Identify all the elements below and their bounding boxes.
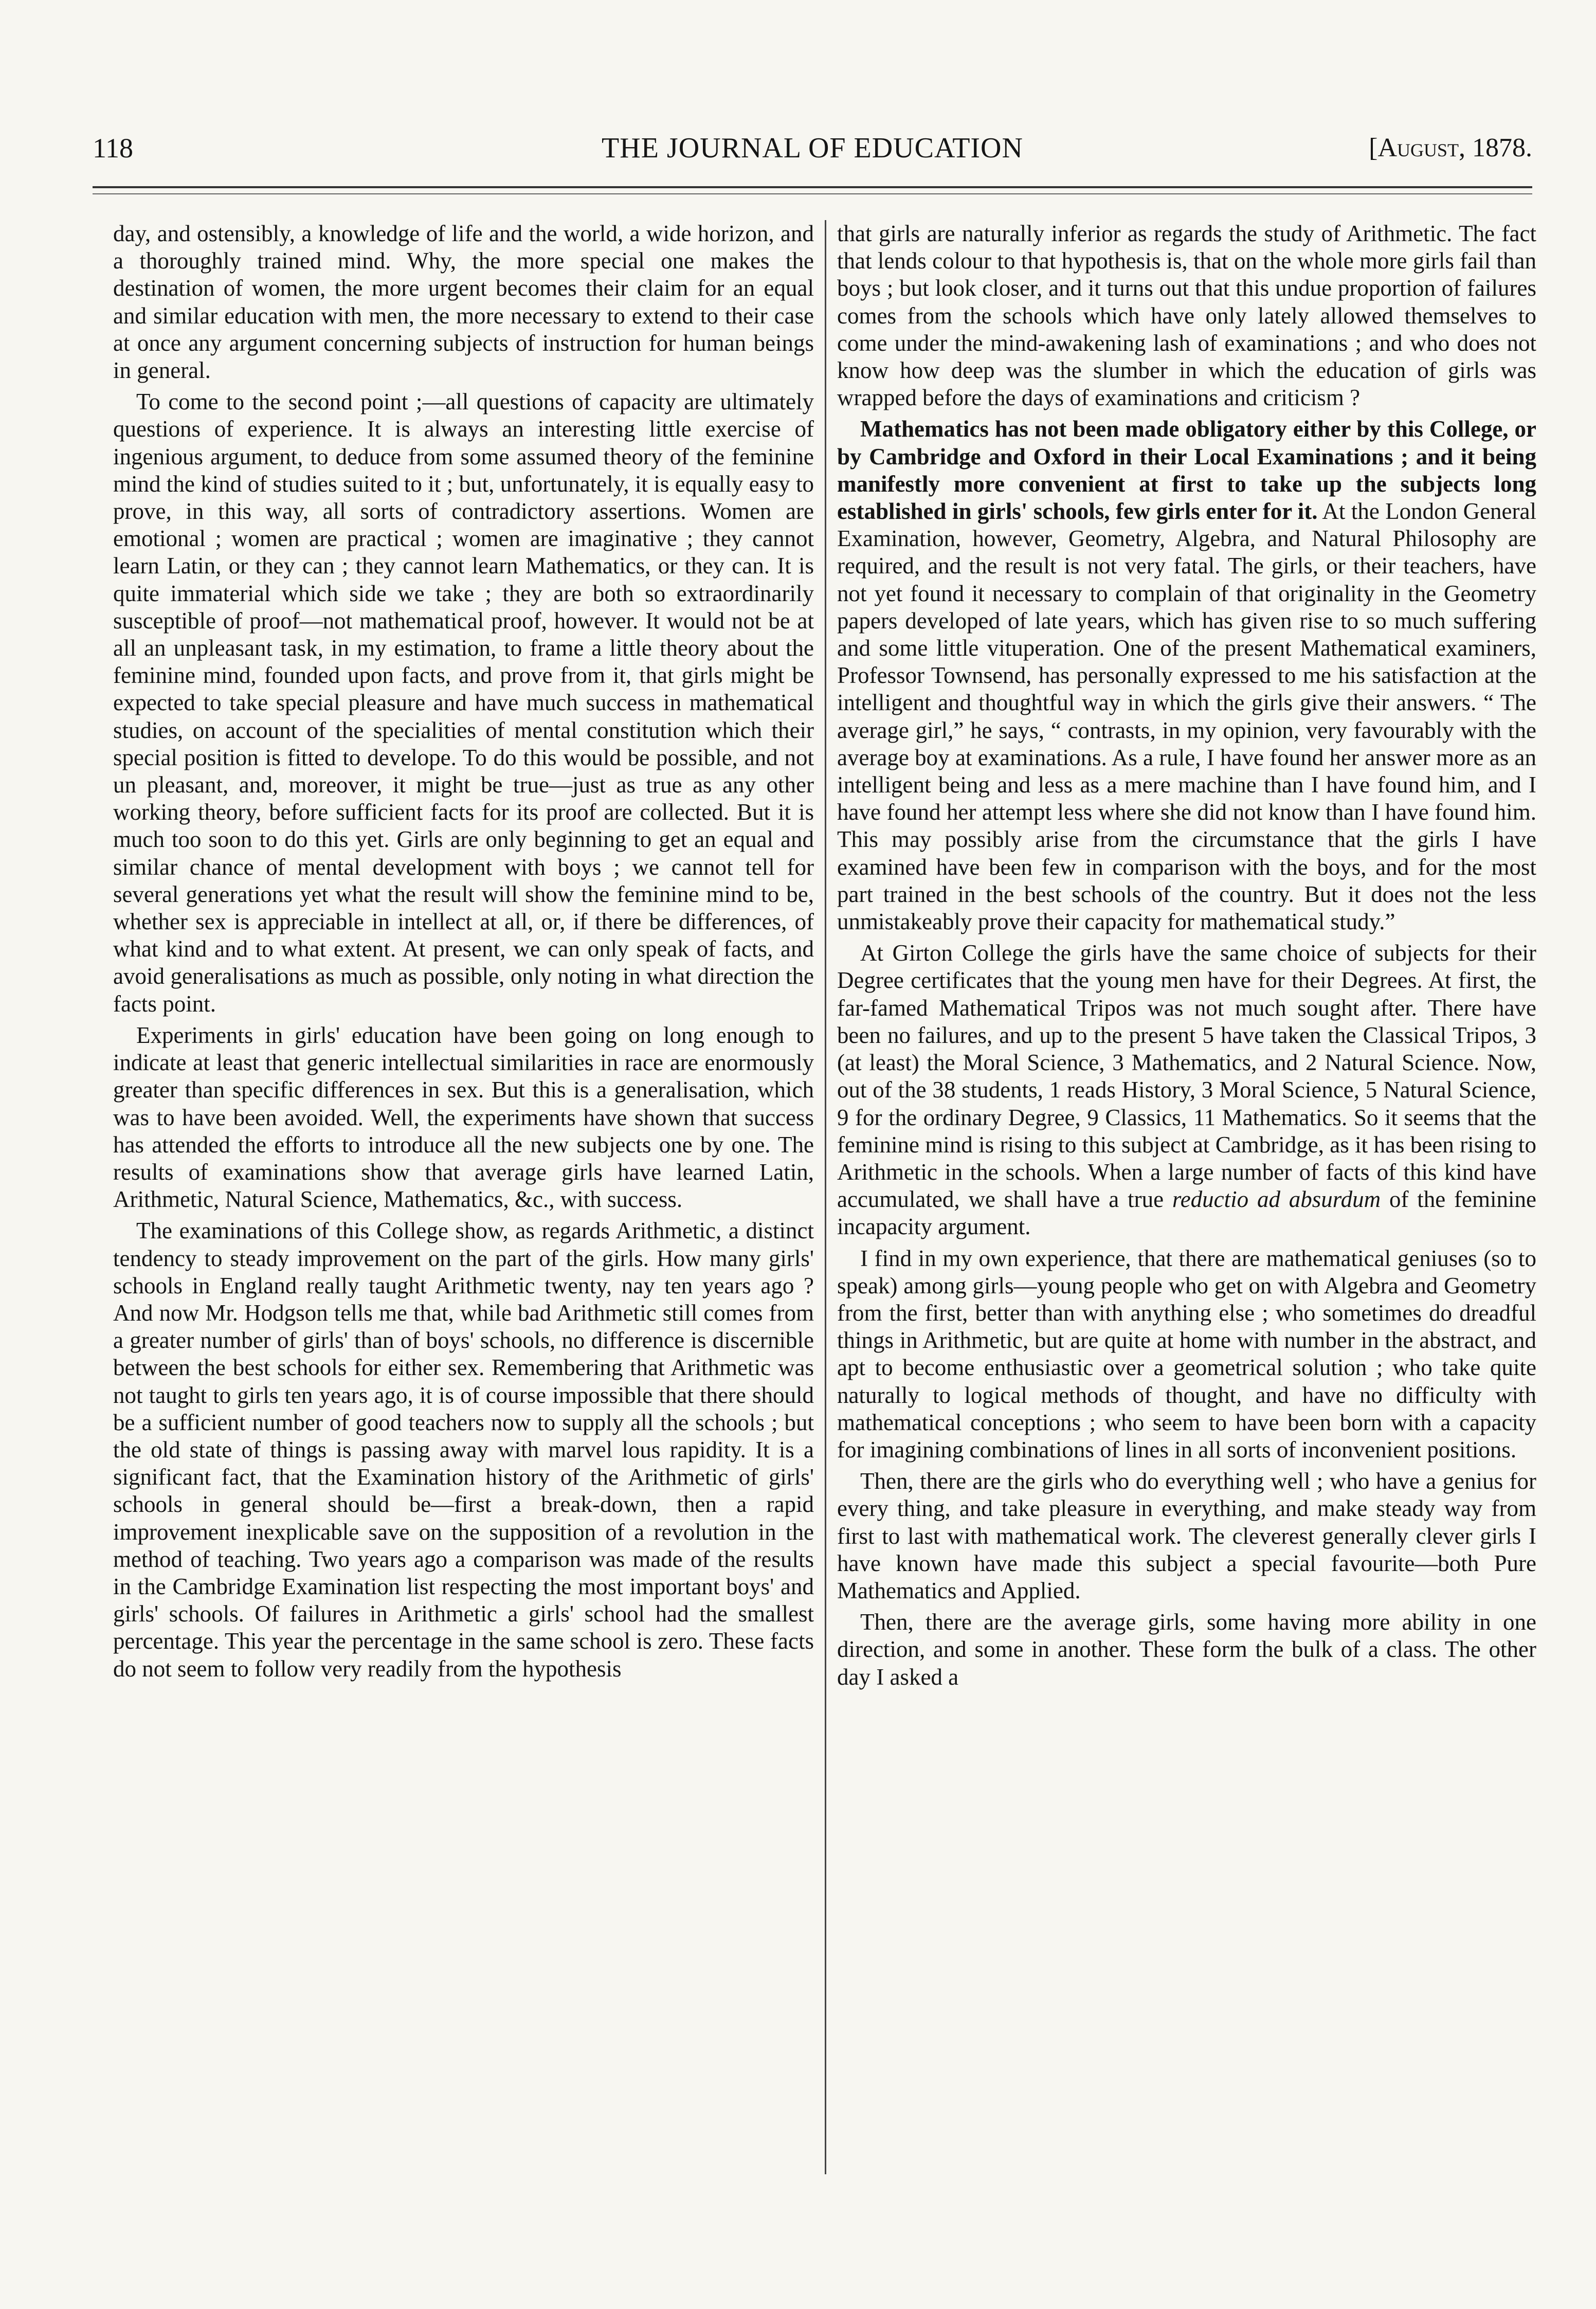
page-header	[93, 128, 1532, 169]
header-rule	[93, 186, 1532, 188]
paragraph: that girls are naturally inferior as regards the study of Arithmetic. The fact that lends colour to that hypothesis is, that on the whole more girls fail than boys ; but look closer, and it turns out that this undue proportion of failures comes from the schools which have only lately allowed themselves to come under the mind-awakening lash of examinations ; and who does not know how deep was the slumber in which the education of girls was wrapped before the days of examinations and criticism ?	[837, 221, 1536, 411]
paragraph: To come to the second point ;—all questions of capacity are ultimately questions of experience. It is always an interesting little exercise of ingenious argument, to deduce from some assumed theory of the feminine mind the kind of studies suited to it ; but, unfortunately, it is equally easy to prove, in this way, all sorts of contradictory assertions. Women are emotional ; women are practical ; women are imaginative ; they cannot learn Latin, or they can ; they cannot learn Mathematics, or they can. It is quite immaterial which side we take ; they are both so extraordinarily susceptible of proof—not mathematical proof, however. It would not be at all an unpleasant task, in my estimation, to frame a little theory about the feminine mind, founded upon facts, and prove from it, that girls might be expected to take special pleasure and have much success in mathematical studies, on account of the specialities of mental constitution which their special position is fitted to develope. To do this would be possible, and not un pleasant, and, moreover, it might be true—just as true as any other working theory, before sufficient facts for its proof are collected. But it is much too soon to do this yet. Girls are only beginning to get an equal and similar chance of mental development with boys ; we cannot tell for several generations yet what the result will show the feminine mind to be, whether sex is appreciable in intellect at all, or, if there be differences, of what kind and to what extent. At present, we can only speak of facts, and avoid generalisations as much as possible, only noting in what direction the facts point.	[113, 389, 814, 1017]
paragraph-text: At Girton College the girls have the same choice of subjects for their Degree certificates that the young men have for their Degrees. At first, the far-famed Mathematical Tripos was not much sought after. There have been no failures, and up to the present 5 have taken the Classical Tripos, 3 (at least) the Moral Science, 3 Mathematics, and 2 Natural Science. Now, out of the 38 students, 1 reads History, 3 Moral Science, 5 Natural Science, 9 for the ordinary Degree, 9 Classics, 11 Mathematics. So it seems that the feminine mind is rising to this subject at Cambridge, as it has been rising to Arithmetic in the schools. When a large number of facts of this kind have accumulated, we shall have a true	[837, 940, 1536, 1213]
header-rule-thin	[93, 193, 1532, 194]
italic-phrase: reductio ad absurdum	[1172, 1186, 1381, 1213]
right-column	[837, 220, 1536, 2179]
paragraph: Then, there are the girls who do everything well ; who have a genius for every thing, and take pleasure in everything, and make steady way from first to last with mathematical work. The cleverest generally clever girls I have known have made this subject a special favourite—both Pure Mathematics and Applied.	[837, 1468, 1536, 1603]
paragraph: Then, there are the average girls, some having more ability in one direction, and some in another. These form the bulk of a class. The other day I asked a	[837, 1609, 1536, 1690]
column-divider	[825, 220, 826, 2174]
paragraph-text: At the London General Examination, however, Geometry, Algebra, and Natural Philosophy are required, and the result is not very fatal. The girls, or their teachers, have not yet found it necessary to complain of that originality in the Geometry papers developed of late years, which has given rise to so much suffering and some little vituperation. One of the present Mathematical examiners, Professor Townsend, has personally expressed to me his satisfaction at the intelligent and thoughtful way in which the girls give their answers. “ The average girl,” he says, “ contrasts, in my opinion, very favourably with the average boy at examinations. As a rule, I have found her answer more as an intelligent being and less as a mere machine than I have found him, and I have found her attempt less where she did not know than I have found him. This may possibly arise from the circumstance that the girls I have examined have been few in comparison with the boys, and for the most part trained in the best schools of the country. But it does not the less unmistakeably prove their capacity for mathematical study.”	[837, 498, 1536, 935]
paragraph	[837, 940, 1536, 1240]
paragraph-text: of the feminine incapacity argument.	[837, 1186, 1536, 1240]
paragraph: I find in my own experience, that there are mathematical geniuses (so to speak) among girls—young people who get on with Algebra and Geometry from the first, better than with anything else ; who sometimes do dreadful things in Arithmetic, but are quite at home with number in the abstract, and apt to become enthusiastic over a geometrical solution ; who take quite naturally to logical methods of thought, and have no difficulty with mathematical conceptions ; who seem to have been born with a capacity for imagining combinations of lines in all sorts of inconvenient positions.	[837, 1245, 1536, 1463]
paragraph: Experiments in girls' education have been going on long enough to indicate at least that generic intellectual similarities in race are enormously greater than specific differences in sex. But this is a generalisation, which was to have been avoided. Well, the experiments have shown that success has attended the efforts to introduce all the new subjects one by one. The results of examinations show that average girls have learned Latin, Arithmetic, Natural Science, Mathematics, &c., with success.	[113, 1022, 814, 1213]
paragraph: The examinations of this College show, as regards Arithmetic, a distinct tendency to steady improvement on the part of the girls. How many girls' schools in England really taught Arithmetic twenty, nay ten years ago ? And now Mr. Hodgson tells me that, while bad Arithmetic still comes from a greater number of girls' than of boys' schools, no difference is discernible between the best schools for either sex. Remembering that Arithmetic was not taught to girls ten years ago, it is of course impossible that there should be a sufficient number of good teachers now to supply all the schools ; but the old state of things is passing away with marvel lous rapidity. It is a significant fact, that the Examination history of the Arithmetic of girls' schools in general should be—first a break-down, then a rapid improvement inexplicable save on the supposition of a revolution in the method of teaching. Two years ago a comparison was made of the results in the Cambridge Examination list respecting the most important boys' and girls' schools. Of failures in Arithmetic a girls' school had the smallest percentage. This year the percentage in the same school is zero. These facts do not seem to follow very readily from the hypothesis	[113, 1218, 814, 1682]
page-number: 118	[93, 133, 133, 164]
paragraph	[837, 416, 1536, 935]
left-column	[113, 220, 814, 2179]
bold-text: Mathematics has not been made obligatory either by this College, or by Cambridge and Oxford in their Local Examinations ; and it being manifestly more convenient at first to take up the subjects long established in girls' schools, few girls enter for it.	[837, 416, 1536, 525]
paragraph: day, and ostensibly, a knowledge of life and the world, a wide horizon, and a thoroughly trained mind. Why, the more special one makes the destination of women, the more urgent becomes their claim for an equal and similar education with men, the more necessary to extend to their case at once any argument concerning subjects of instruction for human beings in general.	[113, 221, 814, 384]
journal-title: THE JOURNAL OF EDUCATION	[602, 132, 1023, 164]
issue-date: [August, 1878.	[1369, 133, 1532, 163]
